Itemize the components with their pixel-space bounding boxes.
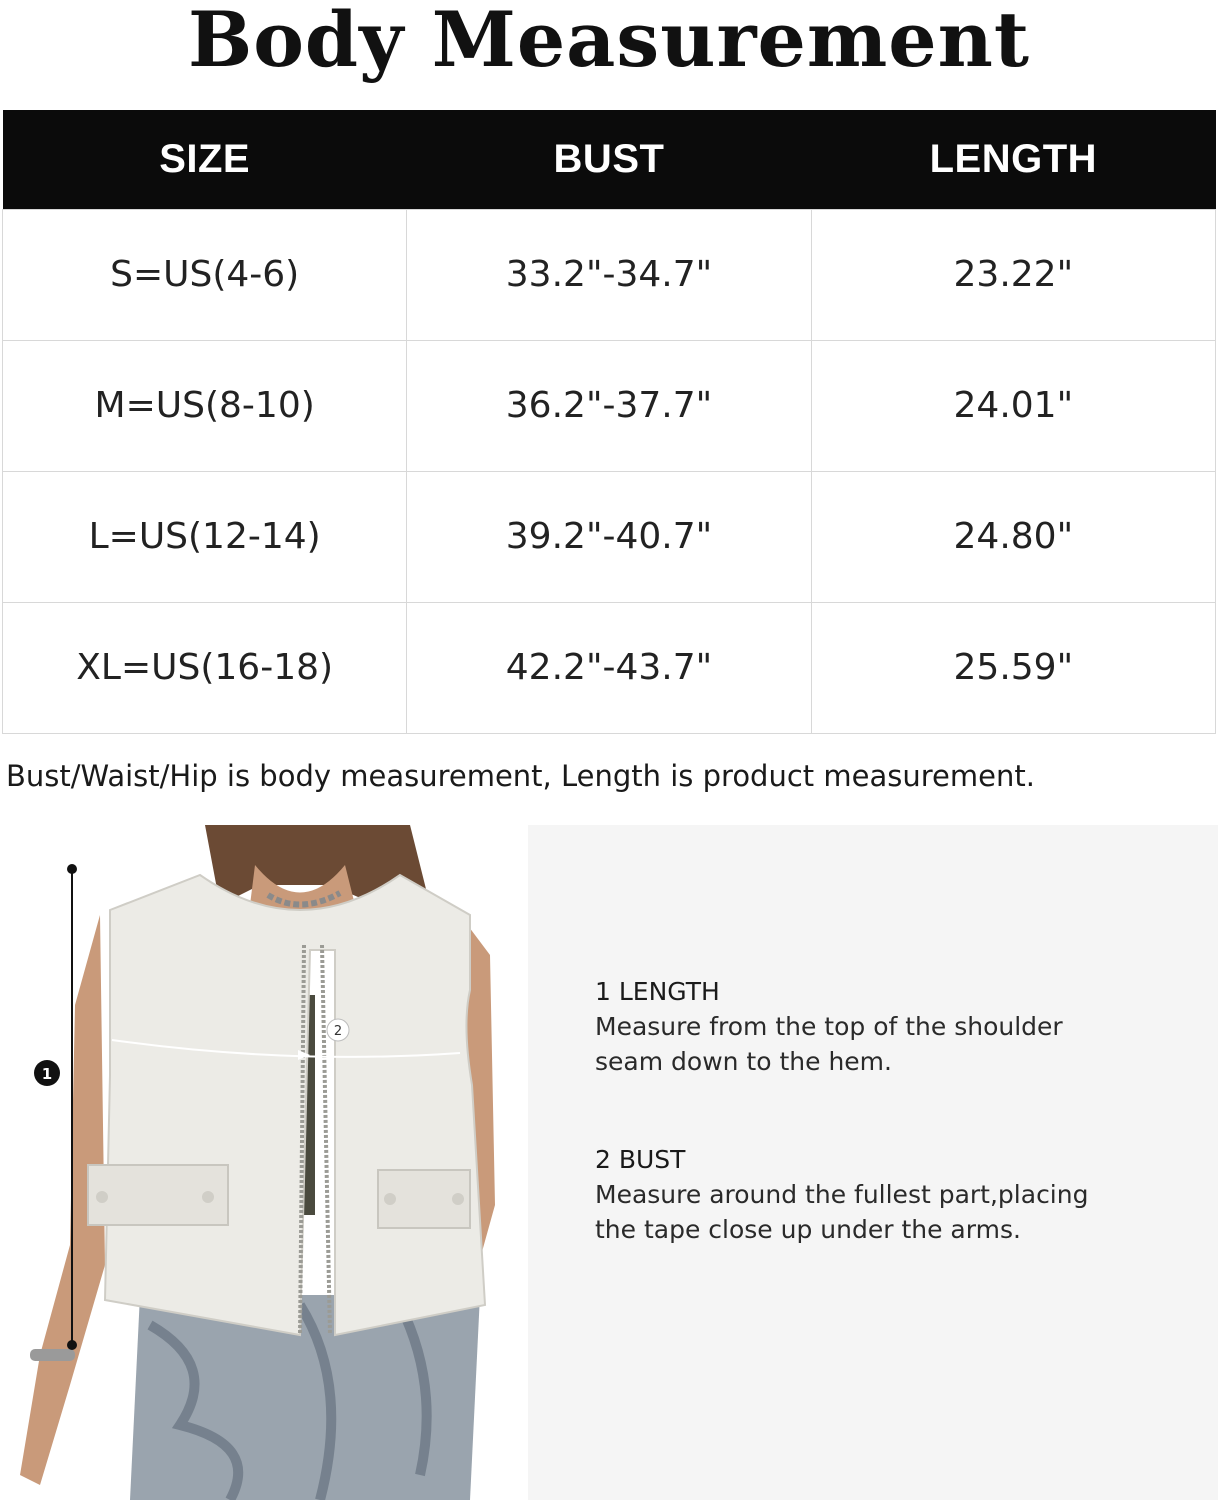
vest-illustration (0, 825, 500, 1500)
table-row (3, 471, 1216, 602)
table-row (3, 602, 1216, 733)
cell-length: 24.01" (811, 340, 1215, 471)
length-instruction (595, 975, 1195, 1079)
snap-button-icon (202, 1191, 214, 1203)
cell-size: S=US(4-6) (3, 209, 407, 340)
length-heading: 1 LENGTH (595, 977, 720, 1006)
length-marker-number: 1 (41, 1065, 53, 1083)
bust-description-line: Measure around the fullest part,placing (595, 1180, 1089, 1209)
cell-bust: 39.2"-40.7" (407, 471, 811, 602)
length-guide-end-icon (67, 1340, 77, 1350)
size-chart-table (2, 110, 1216, 734)
cell-size: M=US(8-10) (3, 340, 407, 471)
table-row (3, 209, 1216, 340)
instructions-panel (528, 825, 1218, 1500)
length-description-line: Measure from the top of the shoulder (595, 1012, 1063, 1041)
bust-description-line: the tape close up under the arms. (595, 1215, 1021, 1244)
page-title: Body Measurement (188, 0, 1030, 84)
cell-length: 25.59" (811, 602, 1215, 733)
vest-shape (105, 875, 485, 1335)
snap-button-icon (384, 1193, 396, 1205)
snap-button-icon (96, 1191, 108, 1203)
table-header-row (3, 110, 1216, 209)
header-length: LENGTH (811, 110, 1215, 209)
header-bust: BUST (407, 110, 811, 209)
length-description-line: seam down to the hem. (595, 1047, 892, 1076)
table-row (3, 340, 1216, 471)
length-guide-end-icon (67, 864, 77, 874)
bracelet-icon (30, 1349, 75, 1361)
snap-button-icon (452, 1193, 464, 1205)
cell-bust: 42.2"-43.7" (407, 602, 811, 733)
measurement-note: Bust/Waist/Hip is body measurement, Length is product measurement. (6, 759, 1035, 793)
cell-bust: 33.2"-34.7" (407, 209, 811, 340)
cell-size: XL=US(16-18) (3, 602, 407, 733)
cell-length: 23.22" (811, 209, 1215, 340)
cell-bust: 36.2"-37.7" (407, 340, 811, 471)
header-size: SIZE (3, 110, 407, 209)
cell-length: 24.80" (811, 471, 1215, 602)
bust-heading: 2 BUST (595, 1145, 686, 1174)
bust-instruction (595, 1143, 1195, 1247)
bust-marker-number: 2 (333, 1024, 343, 1039)
model-photo (0, 825, 500, 1500)
cell-size: L=US(12-14) (3, 471, 407, 602)
zipper-icon (322, 945, 330, 1335)
